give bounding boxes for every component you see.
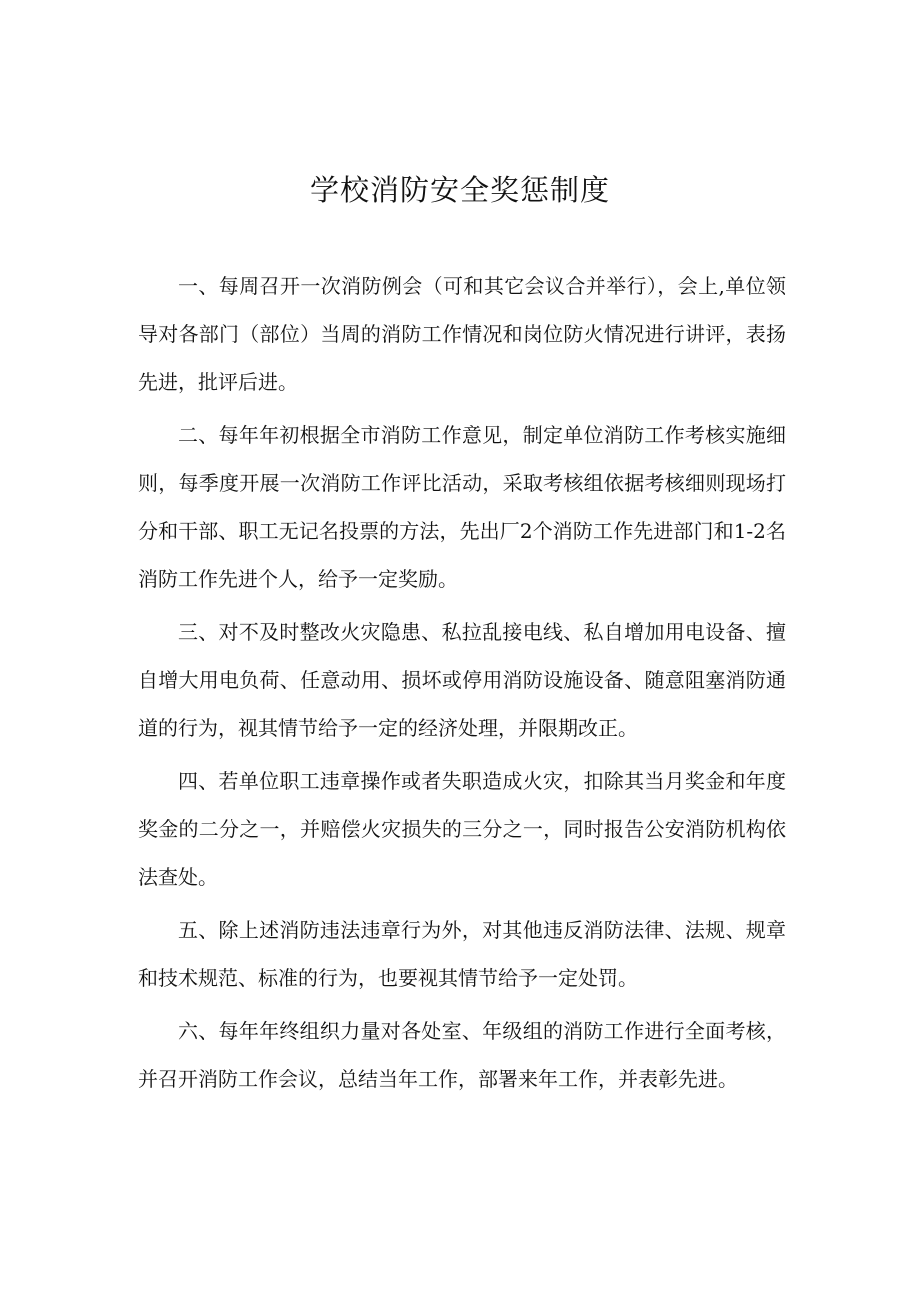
document-title: 学校消防安全奖惩制度 xyxy=(309,173,610,207)
paragraph-6: 六、每年年终组织力量对各处室、年级组的消防工作进行全面考核，并召开消防工作会议，总结当年工作，部署来年工作，并表彰先进。 xyxy=(138,1019,786,1091)
paragraph-2: 二、每年年初根据全市消防工作意见，制定单位消防工作考核实施细则，每季度开展一次消防工作评比活动，采取考核组依据考核细则现场打分和干部、职工无记名投票的方法，先出厂2个消防工作先进部门和1-2名消防工作先进个人，给予一定奖励。 xyxy=(138,423,786,591)
paragraph-1: 一、每周召开一次消防例会（可和其它会议合并举行），会上,单位领导对各部门（部位）当周的消防工作情况和岗位防火情况进行讲评，表扬先进，批评后进。 xyxy=(138,274,786,394)
paragraph-3: 三、对不及时整改火灾隐患、私拉乱接电线、私自增加用电设备、擅自增大用电负荷、任意动用、损坏或停用消防设施设备、随意阻塞消防通道的行为，视其情节给予一定的经济处理，并限期改正。 xyxy=(138,620,786,740)
paragraph-5: 五、除上述消防违法违章行为外，对其他违反消防法律、法规、规章和技术规范、标准的行为，也要视其情节给予一定处罚。 xyxy=(138,918,786,990)
document-body xyxy=(138,262,786,1108)
paragraph-4: 四、若单位职工违章操作或者失职造成火灾，扣除其当月奖金和年度奖金的二分之一，并赔偿火灾损失的三分之一，同时报告公安消防机构依法查处。 xyxy=(138,769,786,889)
